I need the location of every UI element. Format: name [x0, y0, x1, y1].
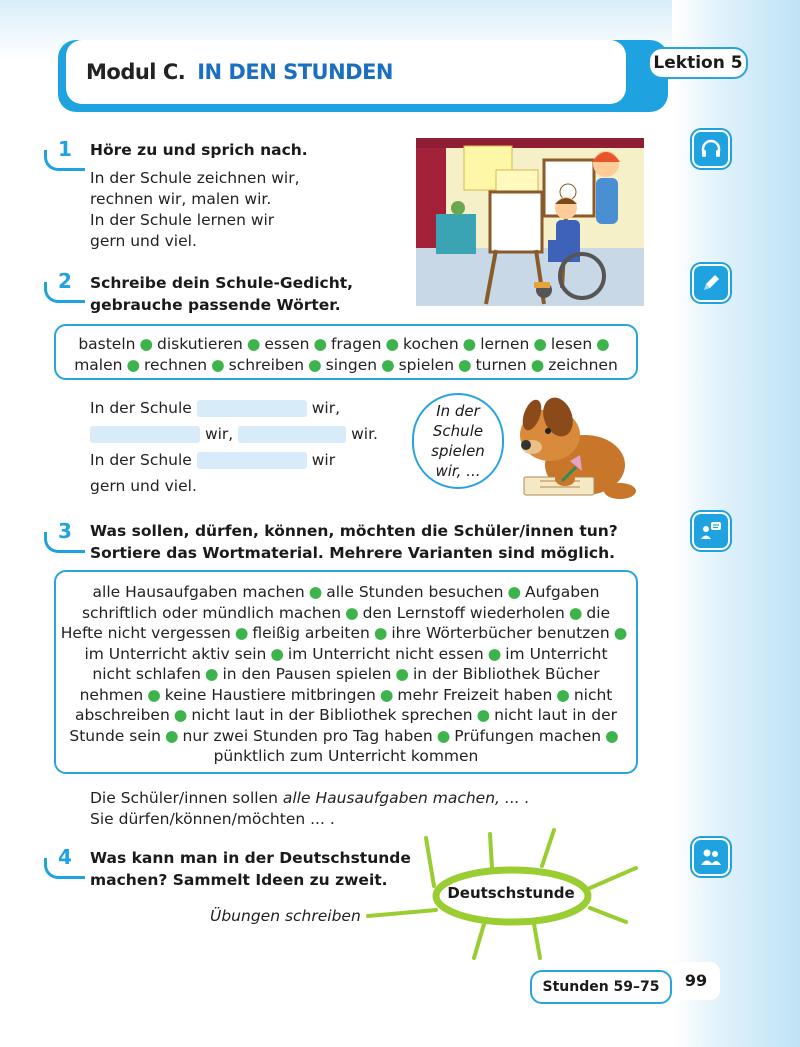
task-1-poem	[90, 168, 300, 252]
bullet-icon: ●	[147, 685, 161, 704]
task-3-example	[90, 788, 530, 830]
blank-field[interactable]	[197, 452, 307, 469]
phrase: nicht laut in der	[494, 706, 618, 724]
word: turnen	[475, 355, 527, 374]
bullet-icon: ●	[395, 665, 409, 683]
phrase-row	[56, 685, 636, 706]
bullet-icon: ●	[234, 624, 249, 642]
phrase: fleißig arbeiten	[252, 624, 370, 642]
bullet-icon: ●	[211, 355, 225, 374]
bubble-line: spielen	[431, 442, 485, 460]
word: spielen	[398, 355, 455, 374]
footer-lesson-range: Stunden 59–75	[530, 970, 672, 1004]
phrase-row	[56, 603, 636, 624]
bullet-icon: ●	[139, 335, 153, 353]
phrase-row	[56, 582, 636, 603]
bubble-line: Schule	[432, 422, 484, 440]
task-2-instruction-line: Schreibe dein Schule-Gedicht,	[90, 274, 354, 292]
poem-line: rechnen wir, malen wir.	[90, 190, 272, 208]
phrase: nicht laut in der Bibliothek sprechen	[191, 706, 473, 724]
bullet-icon: ●	[173, 706, 188, 724]
bullet-icon: ●	[381, 355, 395, 374]
word: lernen	[480, 335, 530, 353]
task-3-instruction	[90, 520, 618, 564]
bullet-icon: ●	[568, 603, 583, 622]
word: zeichnen	[548, 355, 618, 374]
word: diskutieren	[157, 335, 243, 353]
phrase-row	[56, 623, 636, 644]
template-line-4: gern und viel.	[90, 477, 197, 495]
word: schreiben	[228, 355, 305, 374]
bullet-icon: ●	[379, 685, 394, 704]
word: kochen	[403, 335, 459, 353]
phrase: ihre Wörterbücher benutzen	[391, 624, 610, 642]
phrase-row	[56, 664, 636, 685]
bullet-icon: ●	[308, 583, 323, 601]
task-4-example: Übungen schreiben	[210, 907, 361, 925]
phrase: Aufgaben	[525, 583, 600, 601]
dog-illustration	[510, 395, 640, 505]
task-3-instruction-line: Sortiere das Wortmaterial. Mehrere Varianten sind möglich.	[90, 544, 616, 562]
classroom-illustration	[416, 138, 644, 306]
word: fragen	[330, 335, 382, 353]
phrase: keine Haustiere mitbringen	[164, 685, 376, 704]
phrase: die	[586, 603, 611, 622]
example-line-1	[90, 788, 530, 809]
phrase: im Unterricht	[505, 644, 608, 663]
word: lesen	[550, 335, 593, 353]
word: basteln	[78, 335, 136, 353]
word-row	[56, 334, 636, 355]
phrase: in den Pausen spielen	[222, 665, 392, 683]
word: malen	[74, 355, 123, 374]
task-2-instruction-line: gebrauche passende Wörter.	[90, 296, 341, 314]
phrase: im Unterricht nicht essen	[287, 644, 484, 663]
page-number: 99	[672, 962, 720, 1000]
template-text: wir,	[311, 399, 341, 417]
phrase: im Unterricht aktiv sein	[84, 644, 267, 663]
poem-line: In der Schule lernen wir	[90, 211, 275, 229]
lektion-badge: Lektion 5	[648, 47, 748, 79]
word: essen	[264, 335, 310, 353]
phrase-row	[56, 644, 636, 665]
phrase: den Lernstoff wiederholen	[362, 603, 565, 622]
bullet-icon: ●	[270, 644, 284, 663]
word: rechnen	[143, 355, 208, 374]
bullet-icon: ●	[204, 665, 219, 683]
word-row	[56, 355, 636, 376]
bullet-icon: ●	[530, 355, 545, 374]
speech-icon	[692, 512, 730, 550]
task-3-instruction-line: Was sollen, dürfen, können, möchten die Schüler/innen tun?	[90, 522, 618, 540]
phrase: Stunde sein	[69, 726, 161, 745]
task-1-instruction: Höre zu und sprich nach.	[90, 141, 308, 159]
task-4-instruction	[90, 847, 411, 891]
bullet-icon: ●	[605, 726, 619, 745]
pair-work-icon	[692, 838, 730, 876]
bullet-icon: ●	[126, 355, 140, 374]
example-line-2: Sie dürfen/können/möchten ... .	[90, 810, 335, 828]
phrase: in der Bibliothek Bücher	[412, 665, 600, 683]
word: singen	[325, 355, 378, 374]
handwritten-example: alle Hausaufgaben machen, ... .	[282, 789, 530, 807]
mindmap-center: Deutschstunde	[447, 884, 575, 902]
template-line-2	[90, 424, 378, 445]
task-2-instruction	[90, 272, 353, 316]
blank-field[interactable]	[197, 400, 307, 417]
bullet-icon: ●	[458, 355, 472, 374]
phrase: nicht	[573, 685, 613, 704]
template-line-3	[90, 450, 335, 471]
template-text: In der Schule	[90, 451, 192, 469]
phrase: nehmen	[79, 685, 144, 704]
template-line-1	[90, 398, 340, 419]
bullet-icon: ●	[507, 583, 522, 601]
poem-line: In der Schule zeichnen wir,	[90, 169, 300, 187]
task-4-instruction-line: Was kann man in der Deutschstunde	[90, 849, 411, 867]
bullet-icon: ●	[556, 685, 570, 704]
phrase-box	[54, 570, 638, 774]
phrase: nicht schlafen	[92, 665, 201, 683]
example-prefix: Die Schüler/innen sollen	[90, 789, 278, 807]
bullet-icon: ●	[476, 706, 491, 724]
task-number-1: 1	[50, 134, 80, 164]
bullet-icon: ●	[613, 624, 628, 642]
topic-label: IN DEN STUNDEN	[197, 60, 394, 84]
phrase: Hefte nicht vergessen	[60, 624, 231, 642]
module-label: Modul C.	[86, 60, 186, 84]
bullet-icon: ●	[462, 335, 477, 353]
phrase: alle Hausaufgaben machen	[92, 583, 305, 601]
template-text: wir	[311, 451, 336, 469]
bullet-icon: ●	[436, 726, 451, 745]
word-box	[54, 324, 638, 380]
phrase: schriftlich oder mündlich machen	[81, 603, 342, 622]
bullet-icon: ●	[345, 603, 359, 622]
bullet-icon: ●	[165, 726, 179, 745]
bullet-icon: ●	[385, 335, 400, 353]
phrase: Prüfungen machen	[454, 726, 602, 745]
pencil-icon	[692, 264, 730, 302]
bullet-icon: ●	[308, 355, 322, 374]
bullet-icon: ●	[373, 624, 388, 642]
bullet-icon: ●	[487, 644, 502, 663]
phrase-row	[56, 726, 636, 747]
template-text: In der Schule	[90, 399, 192, 417]
phrase-row	[56, 705, 636, 726]
task-number-2: 2	[50, 266, 80, 296]
bullet-icon: ●	[313, 335, 327, 353]
bullet-icon: ●	[533, 335, 547, 353]
template-text: wir,	[204, 425, 234, 443]
blank-field[interactable]	[90, 426, 200, 443]
poem-line: gern und viel.	[90, 232, 197, 250]
blank-field[interactable]	[238, 426, 346, 443]
bullet-icon: ●	[246, 335, 261, 353]
task-number-3: 3	[50, 516, 80, 546]
headphones-icon	[692, 130, 730, 168]
phrase: pünktlich zum Unterricht kommen	[213, 747, 479, 765]
template-text: wir.	[351, 425, 378, 443]
phrase: nur zwei Stunden pro Tag haben	[182, 726, 433, 745]
bubble-line: wir, ...	[435, 462, 481, 480]
bullet-icon: ●	[596, 335, 610, 353]
phrase: mehr Freizeit haben	[397, 685, 553, 704]
speech-bubble	[412, 393, 504, 489]
task-number-4: 4	[50, 842, 80, 872]
task-4-instruction-line: machen? Sammelt Ideen zu zweit.	[90, 871, 388, 889]
phrase-row	[56, 746, 636, 767]
page-title	[86, 60, 393, 84]
bubble-line: In der	[436, 402, 480, 420]
phrase: alle Stunden besuchen	[326, 583, 504, 601]
phrase: abschreiben	[74, 706, 170, 724]
